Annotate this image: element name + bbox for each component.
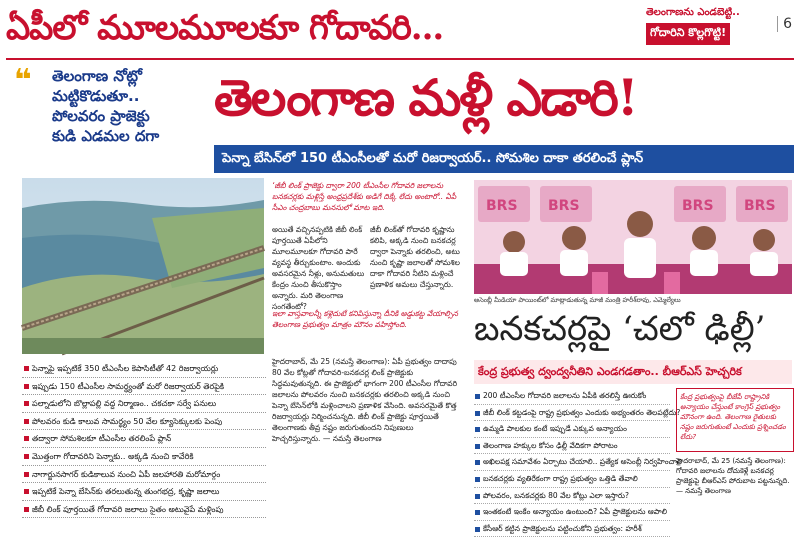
body-column-a: అయితే వచ్చినప్పటికి జీబీ లింక్ పూర్తయితే ఏపీలోని మూలమూలకూ గోదావరి పారే వ్యవస్థ తీర్చుకుంటాం. అందుకు అవసరమైన నీళ్లు, అనుమతులు కేంద్రం నుంచి తీసుకొస్తాం అన్నారు. మరి తెలంగాణ సంగతేంటో?: [272, 225, 365, 311]
list-item: ఉమ్మడి పాలకుల కంటే ఇప్పుడే ఎక్కువ అన్యాయం: [474, 421, 670, 438]
list-item: అఖిలపక్ష సమావేశం ఏర్పాటు చేయాలి.. ప్రత్యేక అసెంబ్లీ నిర్వహించాలి: [474, 454, 670, 471]
kicker: [646, 6, 792, 45]
dam-photo: [22, 178, 264, 354]
main-headline: తెలంగాణ మళ్లీ ఎడారి!: [214, 68, 637, 127]
list-item: నాగార్జునసాగర్ కుడికాలువ నుంచి ఏపీ జలహారతి మరోమార్గం: [22, 466, 266, 484]
quote-mark-icon: ❝: [14, 63, 32, 98]
list-item: కేసీఆర్ కట్టిన ప్రాజెక్టులను పట్టించుకోని ప్రభుత్వం: హరీశ్: [474, 521, 670, 537]
quote-line: తెలంగాణ నోట్లో: [52, 67, 142, 85]
svg-text:BRS: BRS: [682, 198, 714, 214]
list-item: తద్వారా సోమశిలకూ టీఎంసీల తరలింపే ప్లాన్: [22, 430, 266, 448]
list-item: 200 టీఎంసీల గోదావరి జలాలను ఏపీకి తరలిస్తే ఊరుకోం: [474, 388, 670, 405]
story-text: హైదరాబాద్, మే 25 (నమస్తే తెలంగాణ): ఏపీ ప్రభుత్వం దాదాపు 80 వేల కోట్లతో గోదావరి-బనకచర్ల లింక్ ప్రాజెక్టుకు సిద్ధమవుతున్నది. ఈ ప్రాజెక్టులో భాగంగా 200 టీఎంసీల గోదావరి జలాలను పోలవరం నుంచి బనకచర్లకు తరలించి అక్కడి నుంచి పెన్నా బేసిన్‌లోకి మళ్లించాలని ప్రణాళిక వేసింది. అవసరమైతే కొత్త రిజర్వాయర్లు నిర్మించనున్నది. జీబీ లింక్ ప్రాజెక్టు పూర్తయితే తెలంగాణకు తీవ్ర నష్టం జరుగుతుందని నిపుణులు హెచ్చరిస్తున్నారు. — నమస్తే తెలంగాణ: [272, 357, 458, 443]
list-item: బనకచర్లకు వ్యతిరేకంగా రాష్ట్ర ప్రభుత్వం ఒత్తిడి తేవాలి: [474, 471, 670, 488]
top-headline: ఏపీలో మూలమూలకూ గోదావరి...: [6, 8, 444, 48]
quote-line: మట్టికొడుతూ..: [52, 87, 140, 105]
list-item: పెన్నాపై ఇప్పటికే 350 టీఎంసీల కెపాసిటీతో 42 రిజర్వాయర్లు: [22, 360, 266, 378]
right-bullet-list: [474, 388, 683, 537]
svg-text:BRS: BRS: [486, 198, 518, 214]
right-pull-box: కేంద్ర ప్రభుత్వంపై బీజేపీ రాష్ట్రానికి అన్యాయం చేస్తుంటే కాంగ్రెస్ ప్రభుత్వం మౌనంగా ఉంది. తెలంగాణ రైతులకు నష్టం జరుగుతుంటే ఎందుకు ప్రశ్నించడం లేదు?: [676, 388, 794, 452]
kicker-box-text: గోదారిని కొల్లగొట్టి!: [646, 23, 730, 45]
list-item: మొత్తంగా గోదావరిని పెన్నాకు.. అక్కడి నుంచి కావేరికి: [22, 448, 266, 466]
list-item: ఇప్పుడు 150 టీఎంసీల సామర్థ్యంతో మరో రిజర్వాయర్ తెరపైకి: [22, 378, 266, 396]
list-item: పోలవరం, బనకచర్లకు 80 వేల కోట్లు ఎలా ఇస్తారు?: [474, 488, 670, 505]
list-item: ఇంతకంటే ఇంకేం అన్యాయం ఉంటుంది? ఏపీ ప్రాజెక్టులను ఆపాలి: [474, 504, 670, 521]
photo-caption: అసెంబ్లీ మీడియా పాయింట్‌లో మాట్లాడుతున్న మాజీ మంత్రి హరీశ్‌రావు, ఎమ్మెల్యేలు: [474, 296, 681, 304]
list-item: పోలవరం కుడి కాలువ సామర్థ్యం 50 వేల క్యూసెక్కులకు పెంపు: [22, 413, 266, 431]
svg-text:BRS: BRS: [548, 198, 580, 214]
quote-line: కుడి ఎడమల దగా: [52, 127, 160, 145]
list-item: జీబీ లింక్ పూర్తయితే గోదావరి జలాలు సైతం అటువైపే మళ్లింపు: [22, 501, 266, 519]
press-meet-photo: [474, 180, 792, 294]
right-story-text: హైదరాబాద్, మే 25 (నమస్తే తెలంగాణ): గోదావరి జలాలను దోచుకెళ్లే బనకచర్ల ప్రాజెక్టుపై బీఆర్‌ఎస్ పోరుబాట పట్టనున్నది. — నమస్తే తెలంగాణ: [676, 457, 790, 495]
pull-quote-1: ‘జీబీ లింక్ ప్రాజెక్టు ద్వారా 200 టీఎంసీల గోదావరి జలాలను బనకచర్లకు మళ్లిస్తే అంధ్రప్రదేశ్‌కు అడిగే దిక్కే లేదు అంటారో.. ఏపీ సీఎం చంద్రబాబు మనసులో మాట ఇది.: [272, 181, 457, 212]
quote-line: పోలవరం ప్రాజెక్టు: [52, 107, 150, 125]
quote-block: [14, 63, 210, 146]
list-item: జీబీ లింక్ కట్టడంపై రాష్ట్ర ప్రభుత్వం ఎందుకు అభ్యంతరం తెలపట్లేదు?: [474, 405, 670, 422]
right-subhead: కేంద్ర ప్రభుత్వ ద్వంద్వనీతిని ఎండగడతాం.. బీఆర్‌ఎస్ హెచ్చరిక: [474, 360, 792, 384]
top-banner: [0, 0, 800, 58]
list-item: పల్నాడులోని బొల్లాపల్లి వద్ద నిర్మాణం.. చకచకా సర్వే పనులు: [22, 395, 266, 413]
quote-text: [52, 66, 210, 146]
list-item: ఇప్పటికే పెన్నా బేసిన్‌కు తరలుతున్న తుంగభద్ర, కృష్ణా జలాలు: [22, 483, 266, 501]
page-number: 6: [777, 16, 792, 32]
right-headline: బనకచర్లపై ‘చలో ఢిల్లీ’: [474, 309, 766, 349]
kicker-top-text: తెలంగాణను ఎండబెట్టి..: [646, 7, 740, 18]
svg-text:BRS: BRS: [744, 198, 776, 214]
list-item: తెలంగాణ హక్కుల కోసం ఢిల్లీ వేదికగా పోరాటం: [474, 438, 670, 455]
pull-quote-2: ఇలా వాస్తవాలన్నీ కళ్లెదుటే కనిపిస్తున్నా దీనికి అడ్డుకట్ట వేయాల్సిన తెలంగాణ ప్రభుత్వం మాత్రం మౌనం వహిస్తోంది.: [272, 309, 459, 329]
sub-headline-bar: పెన్నా బేసిన్‌లో 150 టీఎంసీలతో మరో రిజర్వాయర్.. సోమశిల దాకా తరలించే ప్లాన్: [214, 145, 794, 173]
bullet-list: [22, 360, 266, 518]
body-column-b: జీబీ లింక్‌తో గోదావరి కృష్ణాను కలిపి, అక్కడి నుంచి బనకచర్ల ద్వారా పెన్నాకు తరలించి, అటు నుంచి కృష్ణా జలాలతో సోమశిల దాకా గోదావరి నీటిని మళ్లించే ప్రణాళిక అమలు చేస్తున్నారు.: [370, 225, 460, 289]
